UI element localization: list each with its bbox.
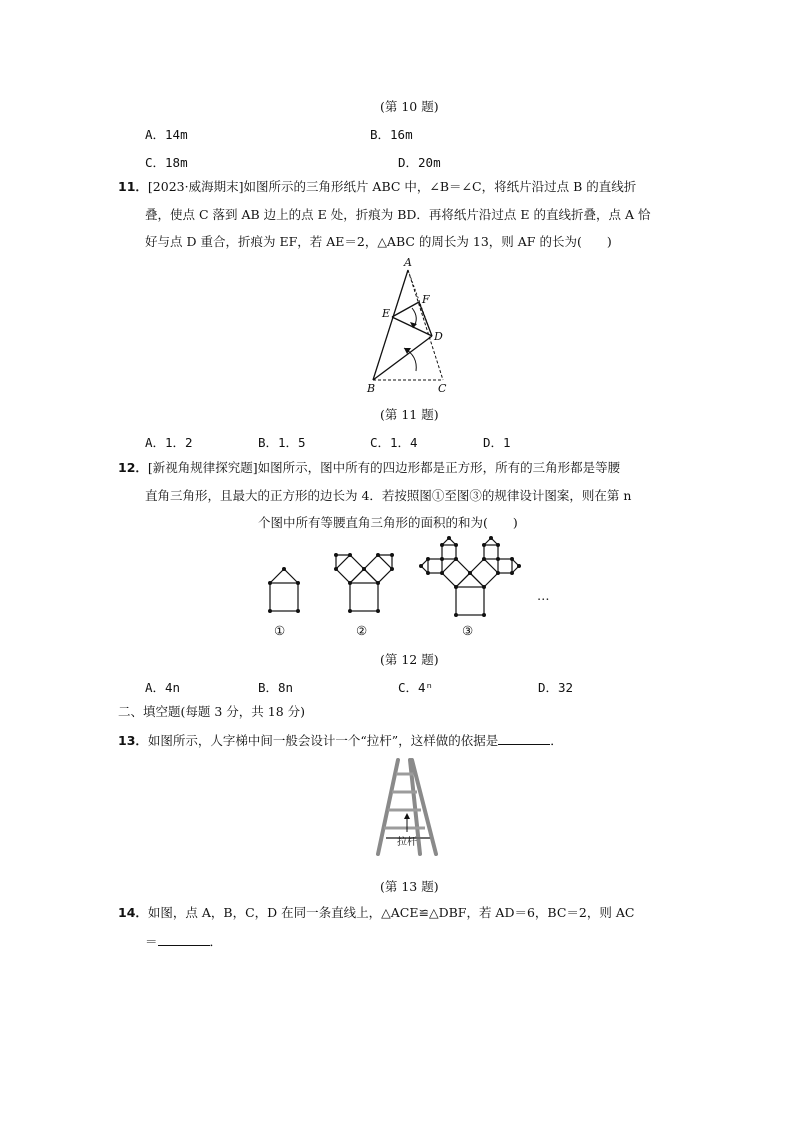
- q11-label-a: A: [404, 256, 412, 269]
- q14-answer-blank[interactable]: [158, 933, 210, 946]
- q12-figure-label-3: ③: [462, 623, 474, 638]
- q12-figure-label-1: ①: [274, 623, 286, 638]
- q12-fig1-square: [270, 583, 298, 611]
- q12-stem-line3: 个图中所有等腰直角三角形的面积的和为( ): [258, 515, 518, 530]
- q10-caption: (第 10 题): [380, 99, 439, 114]
- q14-end: ．: [209, 934, 223, 949]
- q11-option-a[interactable]: A．1．2: [145, 435, 193, 450]
- q13-text: 如图所示，人字梯中间一般会设计一个“拉杆”，这样做的依据是: [147, 733, 499, 748]
- q13-pull-rod-label: 拉杆: [397, 837, 417, 848]
- q14-number: 14．: [118, 905, 148, 920]
- q11-text-1: [2023·威海期末]如图所示的三角形纸片 ABC 中，∠B＝∠C，将纸片沿过点 B 的直线折: [147, 179, 637, 194]
- q12-fig2-square: [350, 583, 378, 611]
- q12-option-d[interactable]: D．32: [538, 680, 574, 695]
- q12-figure-label-2: ②: [356, 623, 368, 638]
- q13-end: ．: [550, 733, 563, 748]
- q11-option-b[interactable]: B．1．5: [258, 435, 306, 450]
- q13-arrow-icon: [404, 813, 410, 819]
- q11-option-c[interactable]: C．1．4: [370, 435, 418, 450]
- q12-fig2-right-square: [364, 555, 392, 583]
- section-2-title: 二、填空题(每题 3 分，共 18 分): [118, 704, 306, 719]
- q12-text-1: [新视角规律探究题]如图所示，图中所有的四边形都是正方形，所有的三角形都是等腰: [147, 460, 621, 475]
- q13-stem: [118, 732, 563, 749]
- q12-fig3-square: [456, 587, 484, 615]
- q11-stem-line3: 好与点 D 重合，折痕为 EF，若 AE＝2，△ABC 的周长为 13，则 AF 的长为( ): [145, 234, 612, 249]
- q12-option-c[interactable]: C．4ⁿ: [398, 680, 434, 695]
- q10-option-a[interactable]: A．14m: [145, 127, 188, 142]
- q13-caption: (第 13 题): [380, 879, 439, 894]
- q10-option-c[interactable]: C．18m: [145, 155, 188, 170]
- q11-stem-line1: [118, 179, 636, 195]
- q12-fig1-triangle: [270, 569, 298, 583]
- q11-label-d: D: [434, 330, 443, 343]
- q11-option-d[interactable]: D．1: [483, 435, 511, 450]
- q13-answer-blank[interactable]: [498, 732, 550, 745]
- q12-stem-line1: [118, 460, 620, 476]
- q12-ellipsis: …: [537, 588, 550, 603]
- q14-equals: ＝: [145, 934, 158, 949]
- q12-number: 12．: [118, 460, 148, 475]
- q10-option-b[interactable]: B．16m: [370, 127, 413, 142]
- q12-option-a[interactable]: A．4n: [145, 680, 181, 695]
- q13-ladder-figure: [374, 756, 444, 861]
- q11-figure: [360, 256, 480, 396]
- q10-option-d[interactable]: D．20m: [398, 155, 441, 170]
- q11-label-e: E: [382, 307, 391, 320]
- q14-text-1: 如图，点 A，B，C，D 在同一条直线上，△ACE≌△DBF，若 AD＝6，BC＝2，则 AC: [147, 905, 635, 920]
- q12-figures: [262, 535, 562, 645]
- q14-stem-line1: [118, 905, 634, 921]
- q11-label-f: F: [422, 293, 430, 306]
- q12-option-b[interactable]: B．8n: [258, 680, 294, 695]
- q11-label-b: B: [367, 382, 376, 395]
- q11-label-c: C: [438, 382, 447, 395]
- q11-side-ab: [373, 270, 408, 380]
- q11-number: 11．: [118, 179, 148, 194]
- q11-caption: (第 11 题): [380, 407, 439, 422]
- q12-stem-line2: 直角三角形，且最大的正方形的边长为 4．若按照图①至图③的规律设计图案，则在第 n: [145, 488, 632, 503]
- q14-stem-line2: [145, 933, 222, 950]
- q11-fold-bd: [373, 336, 432, 380]
- q12-caption: (第 12 题): [380, 652, 439, 667]
- q12-fig2-left-square: [336, 555, 364, 583]
- q13-number: 13．: [118, 733, 148, 748]
- q11-stem-line2: 叠，使点 C 落到 AB 边上的点 E 处，折痕为 BD．再将纸片沿过点 E 的直线折叠，点 A 恰: [145, 207, 651, 222]
